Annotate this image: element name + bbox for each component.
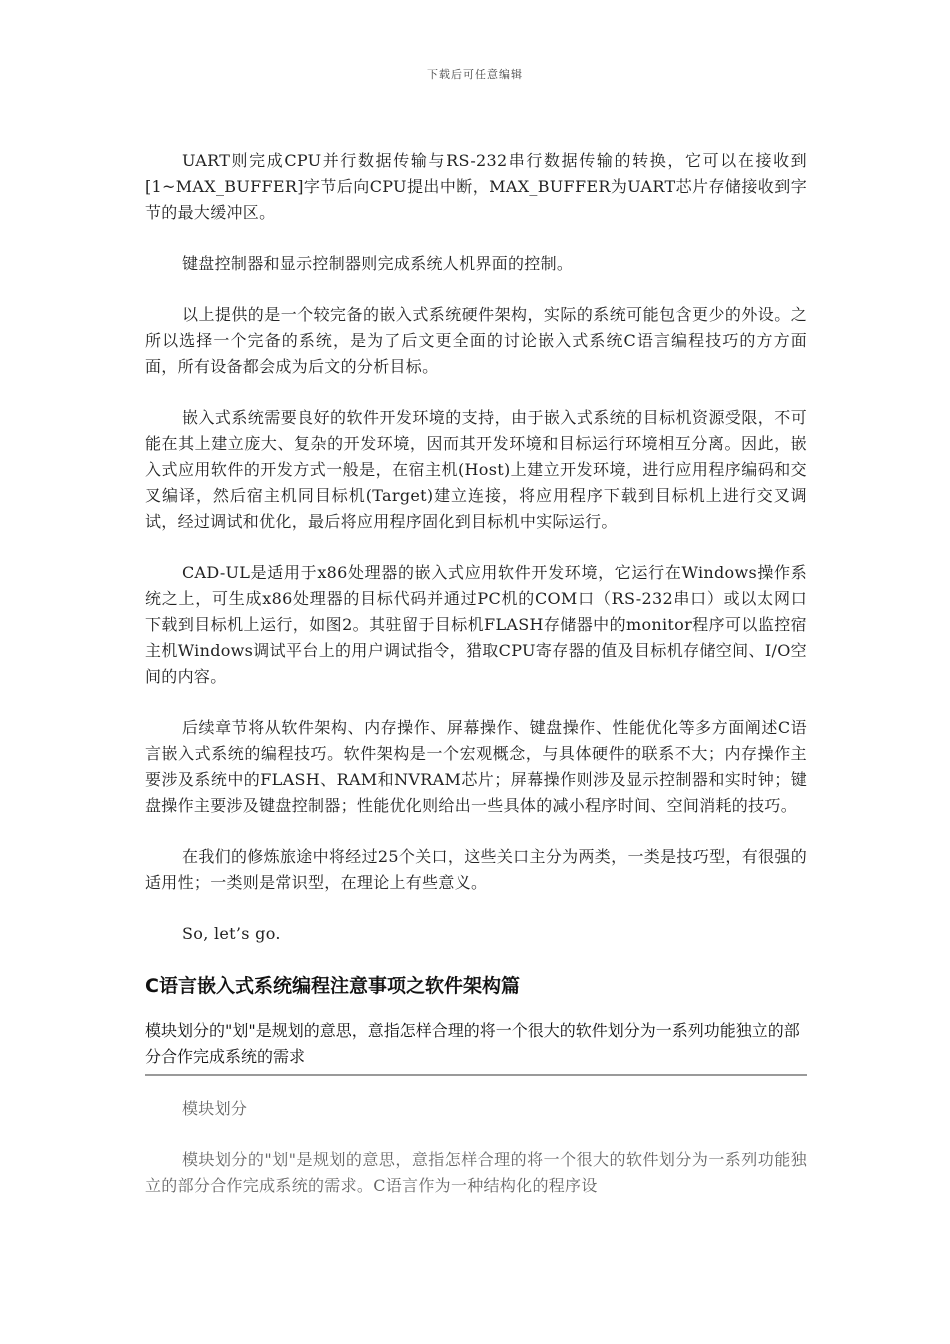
paragraph-25-gates: 在我们的修炼旅途中将经过25个关口，这些关口主分为两类，一类是技巧型，有很强的适用性；一类则是常识型，在理论上有些意义。 [145,847,807,892]
sub-heading: 模块划分 [182,1099,248,1118]
page-header: 下载后可任意编辑 [427,68,523,81]
paragraph-module-division: 模块划分的"划"是规划的意思，意指怎样合理的将一个很大的软件划分为一系列功能独立的部分合作完成系统的需求。C语言作为一种结构化的程序设 [145,1150,807,1195]
faded-section [145,1096,807,1199]
paragraph-keyboard-display: 键盘控制器和显示控制器则完成系统人机界面的控制。 [182,254,574,273]
paragraph-uart: UART则完成CPU并行数据传输与RS-232串行数据传输的转换，它可以在接收到[1~MAX_BUFFER]字节后向CPU提出中断，MAX_BUFFER为UART芯片存储接收到字节的最大缓冲区。 [145,151,807,222]
paragraph-development-environment: 嵌入式系统需要良好的软件开发环境的支持，由于嵌入式系统的目标机资源受限，不可能在其上建立庞大、复杂的开发环境，因而其开发环境和目标运行环境相互分离。因此，嵌入式应用软件的开发方式一般是，在宿主机(Host)上建立开发环境，进行应用程序编码和交叉编译，然后宿主机同目标机(Target)建立连接，将应用程序下载到目标机上进行交叉调试，经过调试和优化，最后将应用程序固化到目标机中实际运行。 [145,408,807,531]
paragraph-cad-ul: CAD-UL是适用于x86处理器的嵌入式应用软件开发环境，它运行在Windows操作系统之上，可生成x86处理器的目标代码并通过PC机的COM口（RS-232串口）或以太网口下载到目标机上运行，如图2。其驻留于目标机FLASH存储器中的monitor程序可以监控宿主机Windows调试平台上的用户调试指令，猎取CPU寄存器的值及目标机存储空间、I/O空间的内容。 [145,563,807,686]
paragraph-hardware-architecture: 以上提供的是一个较完备的嵌入式系统硬件架构，实际的系统可能包含更少的外设。之所以选择一个完备的系统，是为了后文更全面的讨论嵌入式系统C语言编程技巧的方方面面，所有设备都会成为后文的分析目标。 [145,305,807,376]
section-subtitle: 模块划分的"划"是规划的意思，意指怎样合理的将一个很大的软件划分为一系列功能独立的部分合作完成系统的需求 [145,1018,807,1076]
section-title: C语言嵌入式系统编程注意事项之软件架构篇 [145,975,520,997]
body-text [145,148,807,1224]
paragraph-following-chapters: 后续章节将从软件架构、内存操作、屏幕操作、键盘操作、性能优化等多方面阐述C语言嵌入式系统的编程技巧。软件架构是一个宏观概念，与具体硬件的联系不大；内存操作主要涉及系统中的FLASH、RAM和NVRAM芯片；屏幕操作则涉及显示控制器和实时钟；键盘操作主要涉及键盘控制器；性能优化则给出一些具体的减小程序时间、空间消耗的技巧。 [145,718,807,815]
paragraph-lets-go: So, let’s go. [182,924,281,943]
